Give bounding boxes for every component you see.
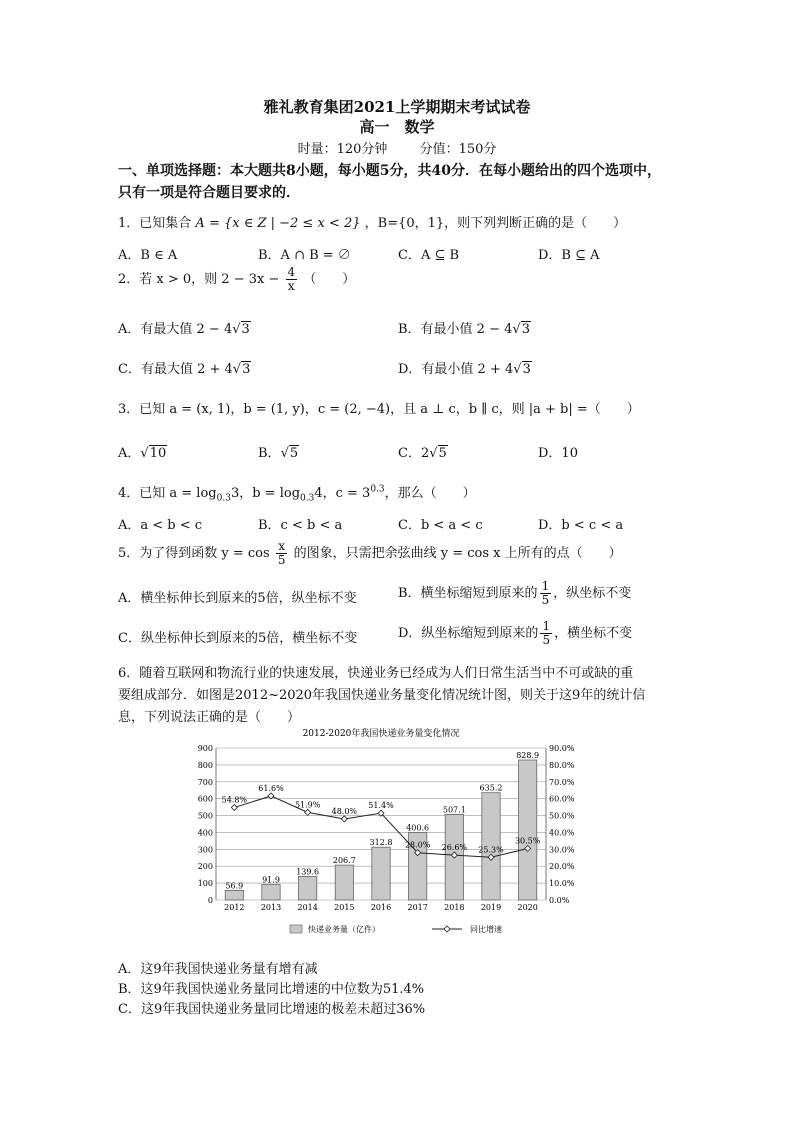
bar-value-label: 56.9 <box>225 881 244 891</box>
x-tick-label: 2020 <box>517 903 538 912</box>
q1-option-b: B．A ∩ B = ∅ <box>258 248 351 263</box>
q4-option-b: B．c < b < a <box>258 518 343 533</box>
q1-option-a: A．B ∈ A <box>118 248 178 263</box>
growth-value-label: 28.0% <box>404 840 431 850</box>
growth-value-label: 61.6% <box>258 783 284 793</box>
q5-option-a: A．横坐标伸长到原来的5倍，纵坐标不变 <box>118 591 357 606</box>
bar-value-label: 400.6 <box>406 823 430 833</box>
question-2-stem <box>118 266 355 293</box>
q5-fraction: $\frac{x}{5}$ <box>277 539 286 567</box>
y-tick-label: 100 <box>197 879 213 889</box>
legend-line-marker <box>444 926 450 932</box>
x-tick-label: 2014 <box>297 903 318 912</box>
y2-tick-label: 0.0% <box>549 896 570 905</box>
growth-value-label: 51.4% <box>368 801 394 811</box>
y-tick-label: 900 <box>197 744 213 753</box>
section-heading-line1: 一、单项选择题：本大题共8小题，每小题5分，共40分．在每小题给出的四个选项中， <box>118 163 661 179</box>
q5-option-d: D．纵坐标缩短到原来的 $\frac{1}{5}$ ，横坐标不变 <box>398 619 633 647</box>
bar <box>262 884 280 900</box>
q5-option-c: C．纵坐标伸长到原来的5倍，横坐标不变 <box>118 631 358 646</box>
question-4-stem: 4．已知 $a = \log_{0.3}3$，$b = \log_{0.3}4$，$c = 3^{0.3}$，那么（ ） <box>118 484 476 504</box>
y2-tick-label: 90.0% <box>549 744 575 753</box>
growth-value-label: 48.0% <box>331 806 358 816</box>
q2-option-a: A．有最大值 2 − 4√3 <box>118 322 250 337</box>
y-tick-label: 200 <box>197 862 213 872</box>
y-tick-label: 700 <box>197 777 213 787</box>
growth-value-label: 51.9% <box>294 800 321 810</box>
y-tick-label: 800 <box>197 760 213 770</box>
q6-option-a: A．这9年我国快递业务量有增有减 <box>118 962 318 977</box>
q2-stem-a: 2．若 x > 0，则 2 − 3x − <box>118 272 280 287</box>
growth-value-label: 25.3% <box>478 845 504 855</box>
q1-stem-a: 1．已知集合 <box>118 216 192 231</box>
bar-value-label: 139.6 <box>296 867 320 877</box>
bar-value-label: 635.2 <box>479 783 503 793</box>
bar <box>225 890 243 900</box>
bar-value-label: 507.1 <box>442 805 466 815</box>
q2-option-d: D．有最小值 2 + 4√3 <box>398 362 531 377</box>
q3-option-c: C．2√5 <box>398 446 447 461</box>
bar <box>519 760 537 900</box>
q1-stem-b: ，B={0，1}，则下列判断正确的是（ ） <box>364 216 627 231</box>
growth-value-label: 54.8% <box>221 795 248 805</box>
x-tick-label: 2015 <box>334 903 355 912</box>
q2-fraction: $\frac{4}{x}$ <box>287 265 296 293</box>
q1-option-d: D．B ⊆ A <box>538 248 600 263</box>
q6-option-b: B．这9年我国快递业务量同比增速的中位数为51.4% <box>118 982 425 997</box>
question-6-line1: 6．随着互联网和物流行业的快速发展，快递业务已经成为人们日常生活当中不可或缺的重 <box>118 666 634 681</box>
q2-option-c: C．有最大值 2 + 4√3 <box>118 362 251 377</box>
x-tick-label: 2013 <box>260 903 282 912</box>
q2-option-b: B．有最小值 2 − 4√3 <box>398 322 530 337</box>
q3-option-b: B．√5 <box>258 446 299 461</box>
bar <box>335 865 353 900</box>
growth-value-label: 26.6% <box>441 843 468 853</box>
y2-tick-label: 10.0% <box>549 879 575 889</box>
exam-title: 雅礼教育集团2021上学期期末考试试卷 <box>263 98 531 116</box>
growth-value-label: 30.5% <box>514 836 541 846</box>
y2-tick-label: 60.0% <box>549 794 575 804</box>
growth-point <box>231 804 237 810</box>
y2-tick-label: 30.0% <box>549 845 575 855</box>
q3-option-a: A．√10 <box>118 446 167 461</box>
x-tick-label: 2019 <box>480 903 502 912</box>
legend-bar-swatch <box>290 925 302 933</box>
question-1-stem <box>118 212 626 231</box>
bar-value-label: 312.8 <box>369 838 393 848</box>
exam-subtitle: 高一 数学 <box>359 118 435 136</box>
y-tick-label: 300 <box>197 845 213 855</box>
question-3-stem: 3．已知 a = (x, 1)，b = (1, y)，c = (2, −4)，且 a ⊥ c，b ∥ c，则 |a + b| =（ ） <box>118 402 640 417</box>
exam-score: 分值：150分 <box>419 142 497 157</box>
y-tick-label: 400 <box>197 828 213 838</box>
bar <box>372 847 390 900</box>
question-6-line2: 要组成部分．如图是2012~2020年我国快递业务量变化情况统计图，则关于这9年的统计信 <box>118 688 646 703</box>
legend-line-label: 同比增速 <box>470 925 502 934</box>
q4-option-c: C．b < a < c <box>398 518 483 533</box>
q2-stem-b: （ ） <box>303 272 356 287</box>
growth-point <box>341 816 347 822</box>
chart-title: 2012-2020年我国快递业务量变化情况 <box>302 729 460 739</box>
section-heading-line2: 只有一项是符合题目要求的． <box>118 185 300 201</box>
x-tick-label: 2018 <box>444 903 465 912</box>
growth-point <box>268 793 274 799</box>
x-tick-label: 2012 <box>224 903 245 912</box>
question-6-line3: 息，下列说法正确的是（ ） <box>118 710 301 725</box>
bar-value-label: 206.7 <box>332 856 356 866</box>
x-tick-label: 2016 <box>370 903 392 912</box>
y2-tick-label: 70.0% <box>549 777 575 787</box>
q4-option-a: A．a < b < c <box>118 518 203 533</box>
q3-option-d: D．10 <box>538 446 578 461</box>
q4-option-d: D．b < c < a <box>538 518 624 533</box>
y2-tick-label: 20.0% <box>549 862 575 872</box>
question-5-stem: 5．为了得到函数 y = cos $\frac{x}{5}$ 的图象，只需把余弦曲线 y = cos x 上所有的点（ ） <box>118 539 622 567</box>
q1-set: A = {x ∈ Z | −2 ≤ x < 2} <box>195 216 361 231</box>
bar-value-label: 91.9 <box>262 875 280 885</box>
bar <box>299 876 317 900</box>
y2-tick-label: 50.0% <box>549 811 575 821</box>
y-tick-label: 0 <box>207 896 213 905</box>
legend-bar-label: 快递业务量（亿件） <box>308 925 380 934</box>
y-tick-label: 600 <box>197 794 213 804</box>
exam-meta <box>0 138 794 157</box>
q1-option-c: C．A ⊆ B <box>398 248 460 263</box>
y-tick-label: 500 <box>197 811 213 821</box>
y2-tick-label: 80.0% <box>549 760 575 770</box>
growth-point <box>305 809 311 815</box>
express-delivery-chart <box>186 724 606 942</box>
q5-option-b: B．横坐标缩短到原来的 $\frac{1}{5}$ ，纵坐标不变 <box>398 579 632 607</box>
q6-option-c: C．这9年我国快递业务量同比增速的极差未超过36% <box>118 1002 426 1017</box>
bar-value-label: 828.9 <box>516 751 540 761</box>
y2-tick-label: 40.0% <box>549 828 575 838</box>
exam-time: 时量：120分钟 <box>297 142 388 157</box>
x-tick-label: 2017 <box>407 903 428 912</box>
